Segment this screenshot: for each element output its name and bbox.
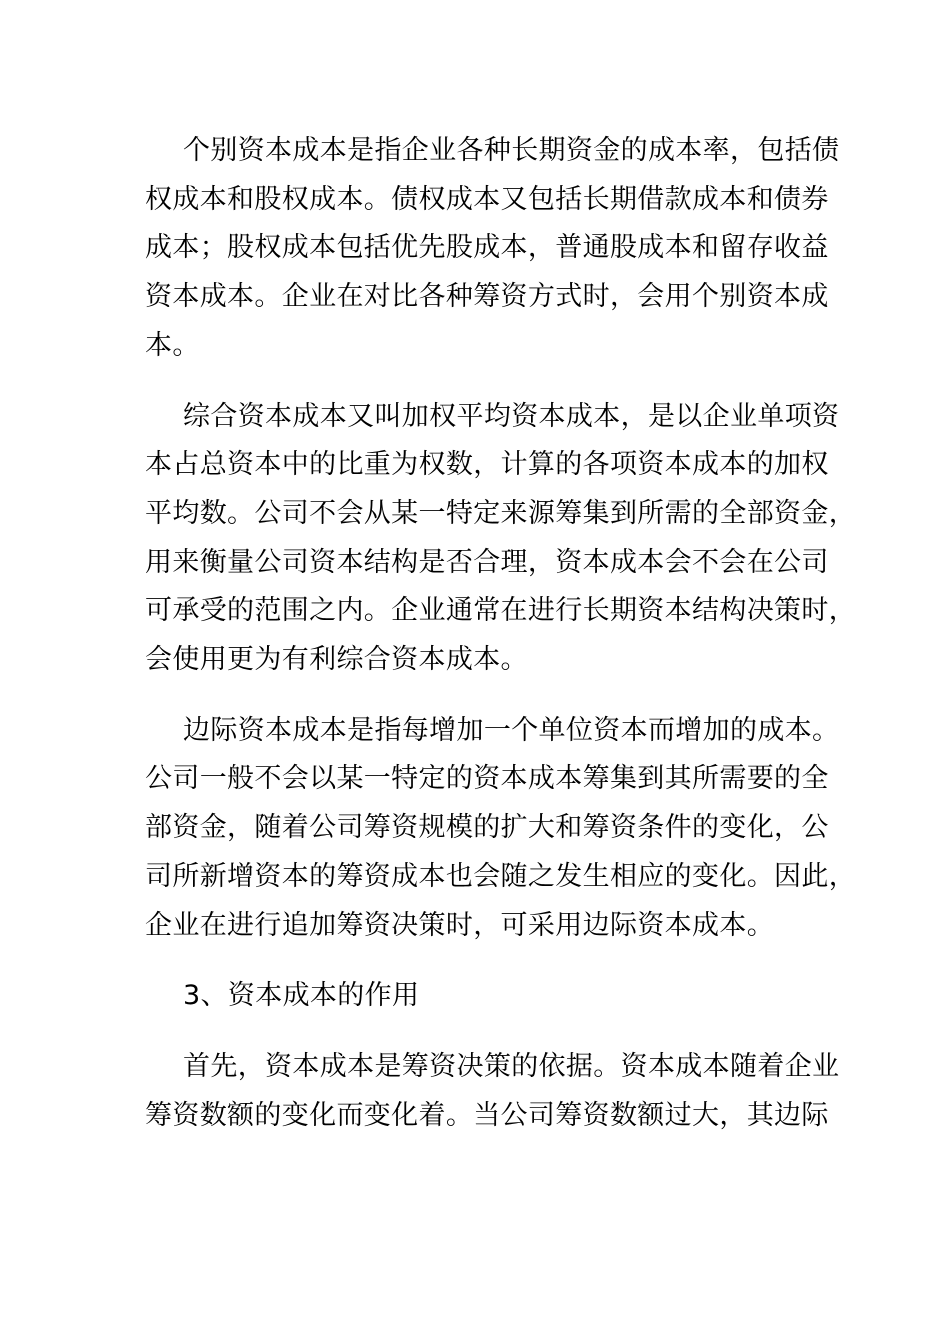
text-line: 企业在进行追加筹资决策时，可采用边际资本成本。 xyxy=(145,909,775,941)
text-line: 司所新增资本的筹资成本也会随之发生相应的变化。因此， xyxy=(145,860,857,892)
text-line: 平均数。公司不会从某一特定来源筹集到所需的全部资金， xyxy=(145,497,857,529)
text-line: 边际资本成本是指每增加一个单位资本而增加的成本。 xyxy=(183,714,840,746)
text-line: 综合资本成本又叫加权平均资本成本，是以企业单项资 xyxy=(183,400,840,432)
text-line: 公司一般不会以某一特定的资本成本筹集到其所需要的全 xyxy=(145,763,829,795)
document-body xyxy=(145,127,857,1140)
paragraph-marginal-capital-cost xyxy=(145,707,857,951)
section-heading-capital-cost-role xyxy=(145,972,805,1021)
text-line: 筹资数额的变化而变化着。当公司筹资数额过大，其边际 xyxy=(145,1099,829,1131)
text-line: 个别资本成本是指企业各种长期资金的成本率，包括债 xyxy=(183,135,840,166)
paragraph-individual-capital-cost xyxy=(145,127,840,371)
section-heading: 3、资本成本的作用 xyxy=(183,980,420,1012)
paragraph-financing-decision-basis xyxy=(145,1043,840,1140)
text-line: 部资金，随着公司筹资规模的扩大和筹资条件的变化，公 xyxy=(145,812,829,844)
text-line: 首先，资本成本是筹资决策的依据。资本成本随着企业 xyxy=(183,1050,840,1082)
text-line: 用来衡量公司资本结构是否合理，资本成本会不会在公司 xyxy=(145,546,829,578)
text-line: 本占总资本中的比重为权数，计算的各项资本成本的加权 xyxy=(145,449,829,481)
text-line: 本。 xyxy=(145,329,200,361)
paragraph-weighted-capital-cost xyxy=(145,393,857,685)
text-line: 资本成本。企业在对比各种筹资方式时，会用个别资本成 xyxy=(145,281,829,313)
text-line: 会使用更为有利综合资本成本。 xyxy=(145,644,528,676)
text-line: 成本；股权成本包括优先股成本，普通股成本和留存收益 xyxy=(145,232,829,264)
text-line: 可承受的范围之内。企业通常在进行长期资本结构决策时， xyxy=(145,595,857,627)
text-line: 权成本和股权成本。债权成本又包括长期借款成本和债券 xyxy=(145,183,829,215)
